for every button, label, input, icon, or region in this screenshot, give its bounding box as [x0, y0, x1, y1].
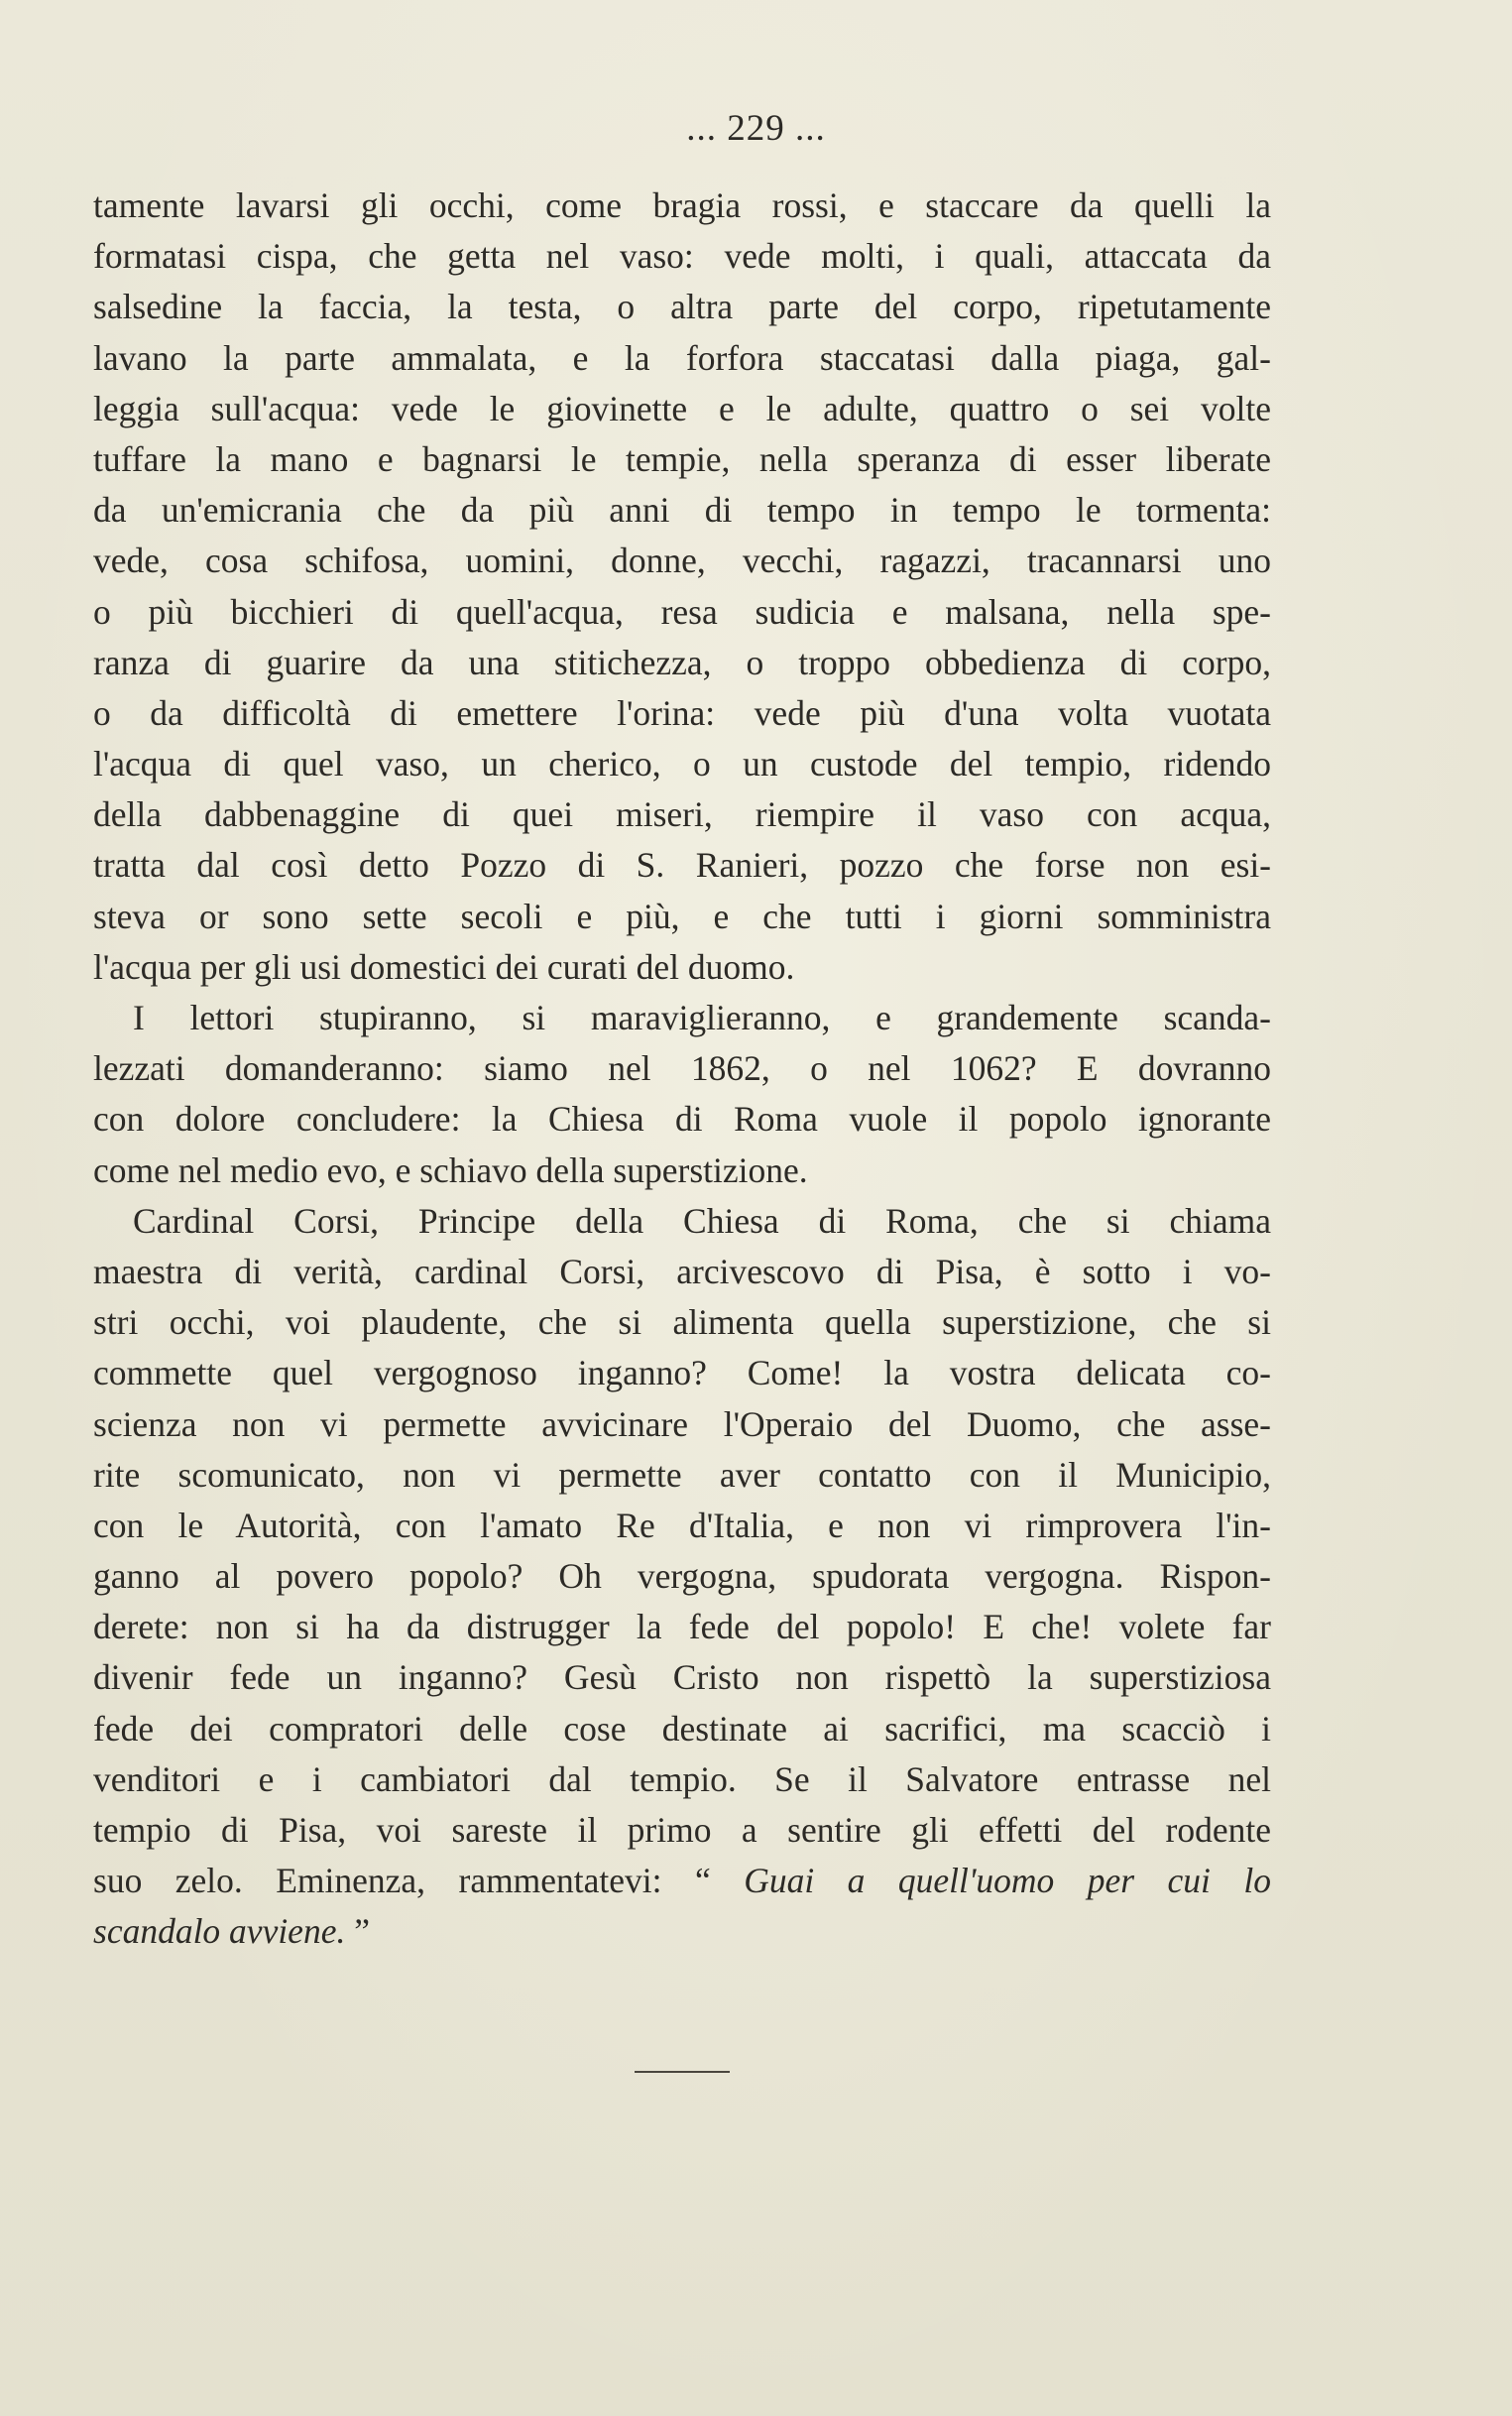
text-line: formatasi cispa, che getta nel vaso: vede molti, i quali, attaccata da — [93, 236, 1271, 277]
quote-italic: Guai a quell'uomo per cui lo — [744, 1861, 1271, 1901]
text-line: rite scomunicato, non vi permette aver contatto con il Municipio, — [93, 1454, 1271, 1495]
text-line: derete: non si ha da distrugger la fede del popolo! E che! volete far — [93, 1607, 1271, 1647]
text-line: tamente lavarsi gli occhi, come bragia rossi, e staccare da quelli la — [93, 185, 1271, 225]
page-header — [0, 107, 1512, 150]
text-line: da un'emicrania che da più anni di tempo in tempo le tormenta: — [93, 490, 1271, 531]
text-line: maestra di verità, cardinal Corsi, arcivescovo di Pisa, è sotto i vo- — [93, 1251, 1271, 1291]
line-prefix: suo zelo. Eminenza, rammentatevi: “ — [93, 1861, 745, 1901]
text-line: venditori e i cambiatori dal tempio. Se il Salvatore entrasse nel — [93, 1758, 1271, 1799]
text-line: salsedine la faccia, la testa, o altra parte del corpo, ripetutamente — [93, 287, 1271, 327]
text-line-quote-end — [93, 1906, 1271, 1957]
text-line: steva or sono sette secoli e più, e che tutti i giorni somministra — [93, 896, 1271, 936]
text-line: Cardinal Corsi, Principe della Chiesa di Roma, che si chiama — [133, 1200, 1271, 1241]
text-line: stri occhi, voi plaudente, che si alimenta quella superstizione, che si — [93, 1302, 1271, 1343]
text-line: l'acqua di quel vaso, un cherico, o un custode del tempio, ridendo — [93, 744, 1271, 785]
text-line: tuffare la mano e bagnarsi le tempie, nella speranza di esser liberate — [93, 438, 1271, 479]
page-number: ... 229 ... — [686, 108, 826, 149]
text-line: tratta dal così detto Pozzo di S. Ranieri, pozzo che forse non esi- — [93, 845, 1271, 886]
text-line: della dabbenaggine di quei miseri, riempire il vaso con acqua, — [93, 794, 1271, 835]
text-line: fede dei compratori delle cose destinate ai sacrifici, ma scacciò i — [93, 1708, 1271, 1749]
quote-italic-end: scandalo avviene. — [93, 1911, 346, 1952]
text-line: tempio di Pisa, voi sareste il primo a sentire gli effetti del rodente — [93, 1810, 1271, 1850]
text-line: l'acqua per gli usi domestici dei curati del duomo. — [93, 946, 795, 987]
text-line: I lettori stupiranno, si maraviglieranno, e grandemente scanda- — [133, 998, 1271, 1037]
end-rule — [635, 2071, 730, 2073]
text-line: scienza non vi permette avvicinare l'Operaio del Duomo, che asse- — [93, 1403, 1271, 1444]
text-line: con dolore concludere: la Chiesa di Roma vuole il popolo ignorante — [93, 1099, 1271, 1140]
text-line: ranza di guarire da una stitichezza, o troppo obbedienza di corpo, — [93, 642, 1271, 682]
text-line: o da difficoltà di emettere l'orina: vede più d'una volta vuotata — [93, 692, 1271, 733]
text-line: divenir fede un inganno? Gesù Cristo non rispettò la superstiziosa — [93, 1657, 1271, 1698]
text-line: commette quel vergognoso inganno? Come! la vostra delicata co- — [93, 1353, 1271, 1393]
text-line: con le Autorità, con l'amato Re d'Italia, e non vi rimprovera l'in- — [93, 1505, 1271, 1545]
body-text — [93, 181, 1271, 1958]
text-line-with-quote — [93, 1856, 1271, 1906]
text-line: leggia sull'acqua: vede le giovinette e le adulte, quattro o sei volte — [93, 388, 1271, 428]
quote-close: ” — [345, 1911, 370, 1952]
text-line: lezzati domanderanno: siamo nel 1862, o nel 1062? E dovranno — [93, 1048, 1271, 1089]
text-line: vede, cosa schifosa, uomini, donne, vecchi, ragazzi, tracannarsi uno — [93, 541, 1271, 581]
text-line: come nel medio evo, e schiavo della superstizione. — [93, 1149, 808, 1190]
text-line: o più bicchieri di quell'acqua, resa sudicia e malsana, nella spe- — [93, 591, 1271, 632]
text-line: ganno al povero popolo? Oh vergogna, spudorata vergogna. Rispon- — [93, 1556, 1271, 1597]
text-line: lavano la parte ammalata, e la forfora staccatasi dalla piaga, gal- — [93, 337, 1271, 378]
